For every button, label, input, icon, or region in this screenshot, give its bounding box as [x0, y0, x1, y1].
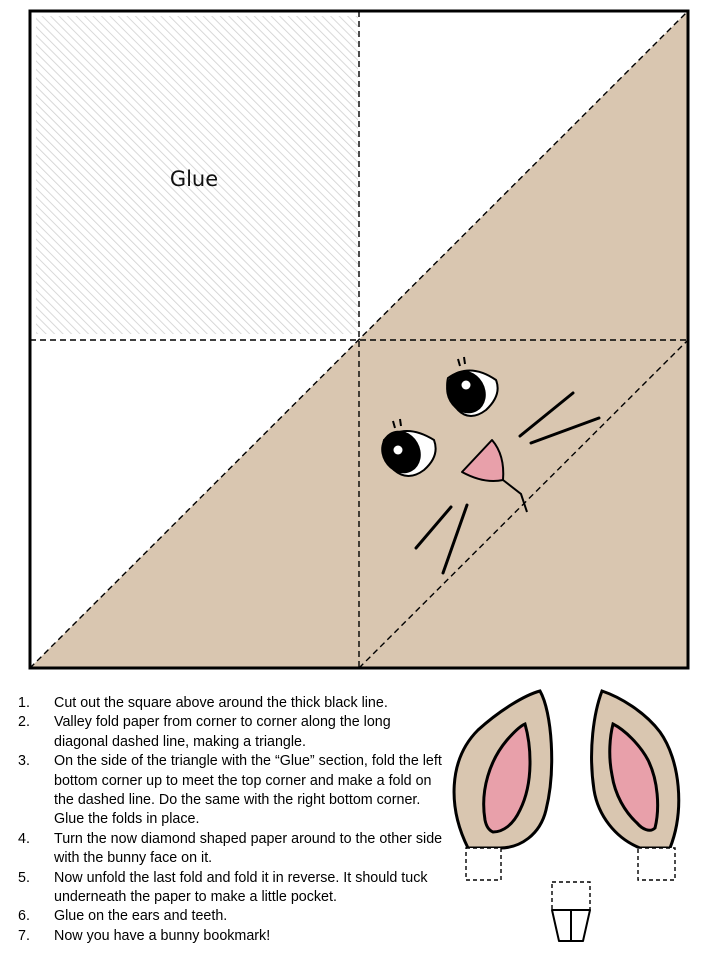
instructions-list	[18, 694, 448, 946]
instruction-item: 7. Now you have a bunny bookmark!	[18, 927, 271, 944]
instruction-item: 4. Turn the now diamond shaped paper around to the other side with the bunny face on it.	[18, 830, 443, 867]
bunny-ear-left	[454, 691, 552, 880]
instruction-item: 6. Glue on the ears and teeth.	[18, 908, 228, 925]
instruction-item: 1. Cut out the square above around the thick black line.	[18, 695, 388, 711]
bunny-ear-right	[592, 691, 679, 880]
ear-tab-right	[638, 848, 675, 880]
glue-label: Glue	[169, 167, 219, 191]
instruction-item: 5. Now unfold the last fold and fold it in reverse. It should tuck underneath the paper to make a little pocket.	[18, 869, 428, 906]
instruction-item: 3. On the side of the triangle with the “Glue” section, fold the left bottom corner up to meet the top corner and make a fold on the dashed line. Do the same with the right bottom corner. Glue the folds in place.	[18, 753, 442, 828]
bunny-teeth	[552, 882, 590, 941]
instruction-item: 2. Valley fold paper from corner to corner along the long diagonal dashed line, making a triangle.	[18, 714, 391, 750]
teeth-tab	[552, 882, 590, 910]
ear-tab-left	[466, 848, 501, 880]
